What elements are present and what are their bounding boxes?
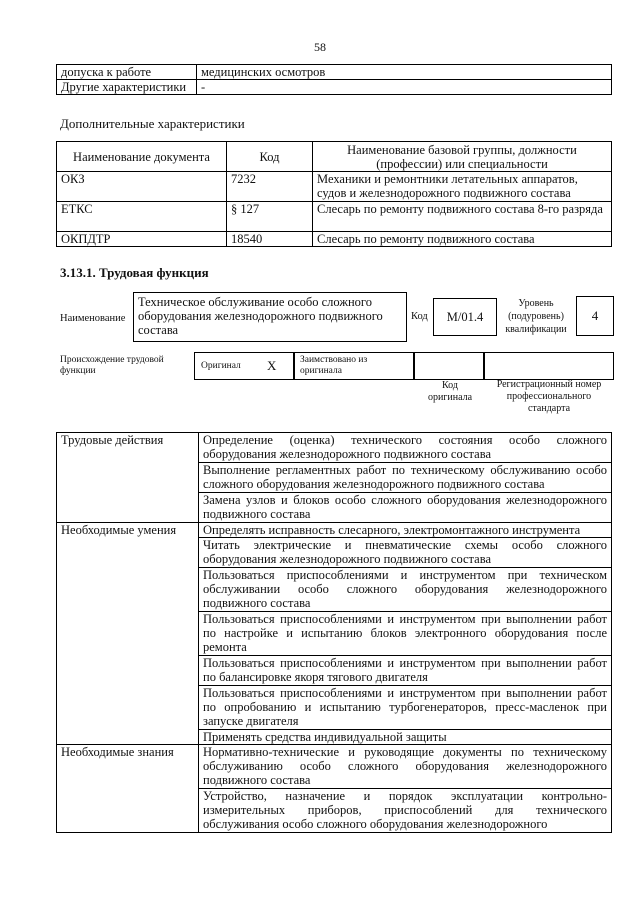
doc-cell: ЕТКС (57, 202, 227, 232)
table-row (57, 232, 612, 247)
name-cell: Слесарь по ремонту подвижного состава 8-го разряда (313, 202, 612, 232)
top-characteristics-table (56, 64, 612, 95)
table-row (57, 65, 612, 80)
code-cell: 18540 (227, 232, 313, 247)
reg-caption: Регистрационный номер профессионального стандарта (496, 379, 602, 414)
item-cell: Нормативно-технические и руководящие документы по техническому обслуживанию особо сложного оборудования железнодорожного подвижного состава (199, 745, 612, 789)
item-cell: Пользоваться приспособлениями и инструментом при техническом обслуживании особо сложного оборудования железнодорожного подвижного состава (199, 568, 612, 612)
origin-reg-box (484, 352, 614, 380)
table-row (57, 172, 612, 202)
section-title-cell: Необходимые умения (57, 523, 199, 745)
section-title-cell: Необходимые знания (57, 745, 199, 833)
section-title-cell: Трудовые действия (57, 433, 199, 523)
code-caption: Код оригинала (427, 380, 473, 403)
header-doc: Наименование документа (57, 142, 227, 172)
table-row (57, 523, 612, 538)
row-label: допуска к работе (57, 65, 197, 80)
name-label: Наименование (60, 313, 126, 324)
origin-label: Происхождение трудовой функции (60, 355, 164, 376)
item-cell: Определение (оценка) технического состояния особо сложного оборудования железнодорожного подвижного состава (199, 433, 612, 463)
item-cell: Применять средства индивидуальной защиты (199, 730, 612, 745)
doc-cell: ОКПДТР (57, 232, 227, 247)
level-box (576, 296, 614, 336)
table-row (57, 202, 612, 232)
code-value: М/01.4 (446, 310, 484, 324)
row-value: медицинских осмотров (197, 65, 612, 80)
item-cell: Читать электрические и пневматические схемы особо сложного оборудования железнодорожного подвижного состава (199, 538, 612, 568)
table-header-row (57, 142, 612, 172)
section-title: 3.13.1. Трудовая функция (60, 265, 209, 280)
item-cell: Замена узлов и блоков особо сложного оборудования железнодорожного подвижного состава (199, 493, 612, 523)
row-label: Другие характеристики (57, 80, 197, 95)
borrowed-label: Заимствовано из оригинала (300, 355, 368, 376)
function-name-box (133, 292, 407, 342)
level-label: Уровень (подуровень) квалификации (505, 298, 567, 335)
additional-characteristics-table (56, 141, 612, 247)
table-row (57, 80, 612, 95)
item-cell: Пользоваться приспособлениями и инструментом при выполнении работ по настройке и испытанию блоков электронного оборудования после ремонта (199, 612, 612, 656)
level-value: 4 (591, 308, 599, 323)
name-cell: Слесарь по ремонту подвижного состава (313, 232, 612, 247)
origin-original-box (194, 352, 294, 380)
table-row (57, 433, 612, 463)
code-cell: § 127 (227, 202, 313, 232)
code-cell: 7232 (227, 172, 313, 202)
item-cell: Устройство, назначение и порядок эксплуатации контрольно-измерительных приборов, приспособлений для технического обслуживания особо сложного оборудования железнодорожного (199, 789, 612, 833)
header-code: Код (227, 142, 313, 172)
original-mark: X (267, 358, 277, 373)
table-row (57, 745, 612, 789)
additional-title: Дополнительные характеристики (60, 116, 245, 131)
function-name-value: Техническое обслуживание особо сложного оборудования железнодорожного подвижного состава (138, 295, 383, 337)
page-number: 58 (314, 40, 326, 54)
origin-code-box (414, 352, 484, 380)
name-cell: Механики и ремонтники летательных аппаратов, судов и железнодорожного подвижного состава (313, 172, 612, 202)
original-label: Оригинал (201, 361, 241, 371)
code-box (433, 298, 497, 336)
item-cell: Пользоваться приспособлениями и инструментом при выполнении работ по опробованию и испытанию турбогенераторов, пресс-масленок при запуске двигателя (199, 686, 612, 730)
row-value: - (197, 80, 612, 95)
origin-borrowed-box (294, 352, 414, 380)
item-cell: Пользоваться приспособлениями и инструментом при выполнении работ по балансировке якоря тягового двигателя (199, 656, 612, 686)
item-cell: Определять исправность слесарного, электромонтажного инструмента (199, 523, 612, 538)
code-label: Код (411, 311, 428, 322)
item-cell: Выполнение регламентных работ по техническому обслуживанию особо сложного оборудования железнодорожного подвижного состава (199, 463, 612, 493)
header-name: Наименование базовой группы, должности (профессии) или специальности (313, 142, 612, 172)
labor-function-table (56, 432, 612, 833)
doc-cell: ОКЗ (57, 172, 227, 202)
